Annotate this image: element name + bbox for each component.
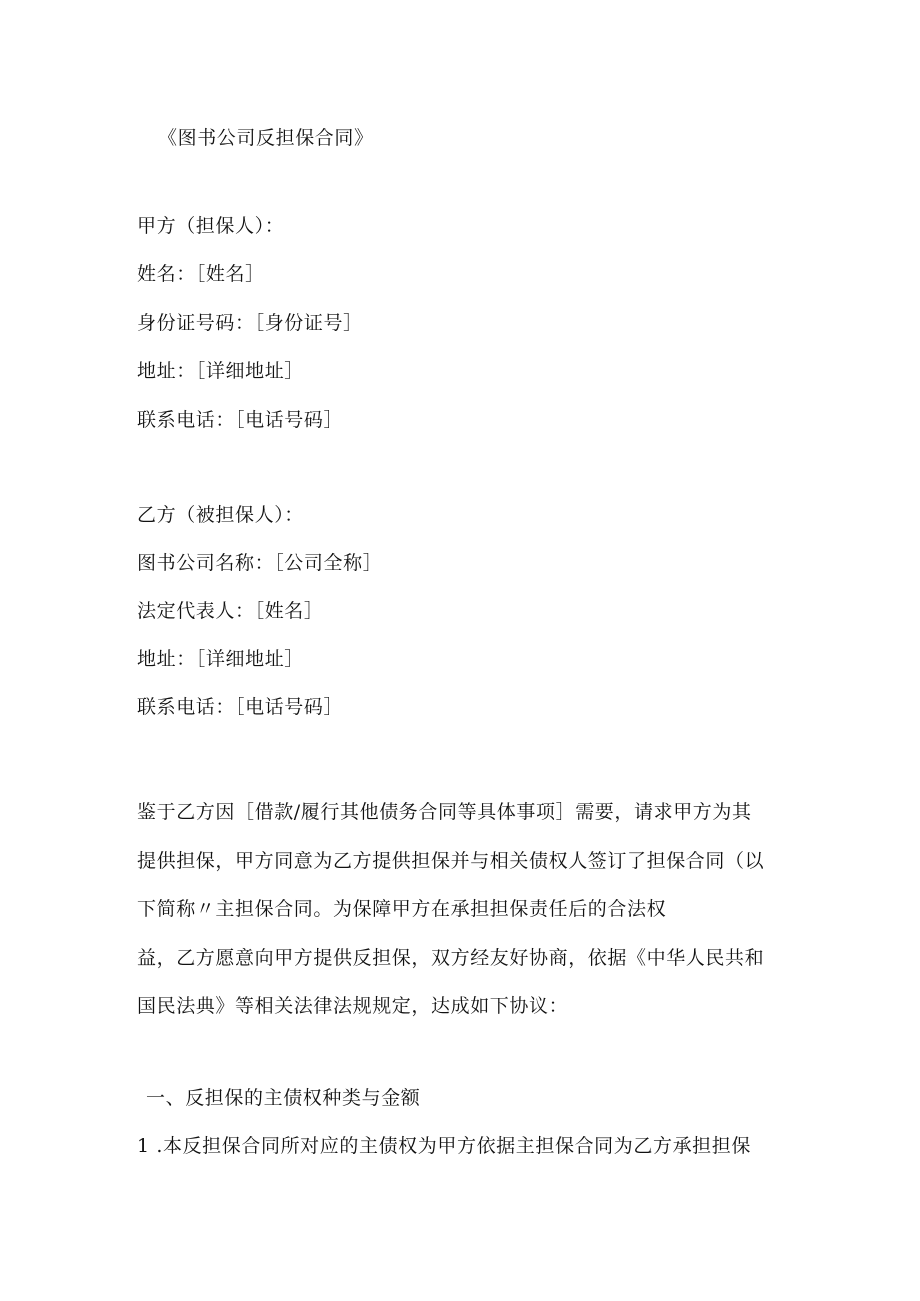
document-title: 《图书公司反担保合同》 — [158, 127, 374, 149]
party-b-address: 地址：［详细地址］ — [137, 648, 304, 670]
party-a-name: 姓名：［姓名］ — [137, 263, 265, 285]
party-a-address: 地址：［详细地址］ — [137, 360, 304, 382]
party-b-representative: 法定代表人：［姓名］ — [137, 600, 324, 622]
preamble-paragraph — [137, 788, 797, 1031]
party-a-phone: 联系电话：［电话号码］ — [137, 409, 344, 431]
party-a-heading: 甲方（担保人）： — [137, 215, 285, 237]
preamble-line: 下简称〃主担保合同。为保障甲方在承担担保责任后的合法权 — [137, 898, 667, 920]
party-b-phone: 联系电话：［电话号码］ — [137, 696, 344, 718]
party-b-heading: 乙方（被担保人）： — [137, 504, 304, 526]
preamble-line: 国民法典》等相关法律法规规定，达成如下协议： — [137, 995, 569, 1017]
preamble-line: 提供担保，甲方同意为乙方提供担保并与相关债权人签订了担保合同（以 — [137, 849, 765, 872]
section-1-item-1: 1 .本反担保合同所对应的主债权为甲方依据主担保合同为乙方承担担保 — [137, 1135, 751, 1157]
preamble-line: 鉴于乙方因［借款/履行其他债务合同等具体事项］需要，请求甲方为其 — [137, 801, 752, 823]
section-1-heading: 一、反担保的主债权种类与金额 — [146, 1087, 421, 1109]
party-b-company: 图书公司名称：［公司全称］ — [137, 552, 383, 574]
preamble-line: 益，乙方愿意向甲方提供反担保，双方经友好协商，依据《中华人民共和 — [137, 946, 765, 969]
party-a-id: 身份证号码：［身份证号］ — [137, 312, 363, 334]
